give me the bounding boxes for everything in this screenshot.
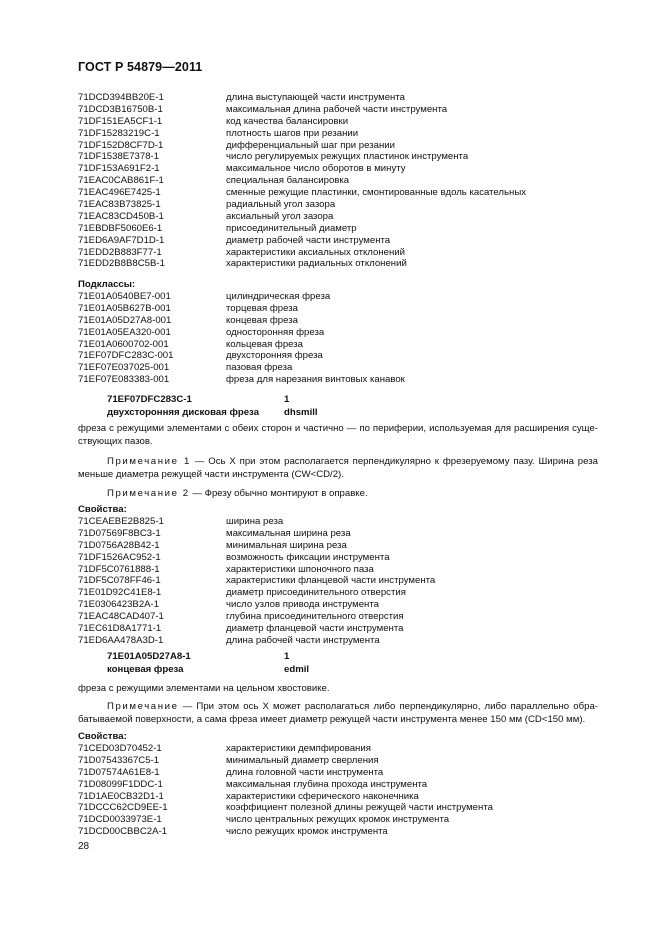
list-item	[78, 104, 598, 116]
list-item	[78, 247, 598, 259]
item-code: 71ED6A9AF7D1D-1	[78, 234, 165, 246]
list-item	[78, 327, 598, 339]
list-item	[78, 339, 598, 351]
item-code: 71EAC83B73825-1	[78, 199, 161, 211]
item-code: 71DCCC62CD9EE-1	[78, 802, 168, 814]
item-desc: число регулируемых режущих пластинок инструмента	[226, 151, 469, 163]
item-code: 71CED03D70452-1	[78, 743, 162, 754]
list-item	[78, 826, 598, 838]
document-title: ГОСТ Р 54879—2011	[78, 60, 203, 74]
list-item	[78, 128, 598, 140]
list-item	[78, 291, 598, 303]
item-desc: глубина присоединительного отверстия	[226, 611, 404, 623]
entry-definition: фреза с режущими элементами на цельном хвостовике.	[78, 683, 330, 694]
item-desc: длина рабочей части инструмента	[226, 634, 380, 646]
item-desc: фреза для нарезания винтовых канавок	[226, 374, 405, 386]
item-code: 71D1AE0CB32D1-1	[78, 790, 164, 802]
list-item	[78, 791, 598, 803]
item-code: 71E01D92C41E8-1	[78, 587, 162, 599]
item-code: 71E01A05B627B-001	[78, 302, 171, 314]
item-desc: кольцевая фреза	[226, 338, 304, 350]
list-item	[78, 802, 598, 814]
item-code: 71E0306423B2A-1	[78, 599, 160, 611]
note	[78, 701, 598, 726]
item-code: 71D0756A28B42-1	[78, 539, 160, 551]
item-code: 71DCD394BB20E-1	[78, 92, 164, 103]
item-code: 71E01A0540BE7-001	[78, 291, 171, 302]
item-desc: цилиндрическая фреза	[226, 291, 331, 302]
item-code: 71DF152D8CF7D-1	[78, 139, 164, 151]
item-desc: число центральных режущих кромок инструмента	[226, 814, 450, 826]
item-desc: дифференциальный шаг при резании	[226, 139, 396, 151]
item-desc: максимальная ширина реза	[226, 527, 351, 539]
item-code: 71EDD2B883F77-1	[78, 246, 162, 258]
item-desc: максимальное число оборотов в минуту	[226, 163, 406, 175]
note-2	[78, 488, 598, 501]
list-item	[78, 223, 598, 235]
item-code: 71D07574A61E8-1	[78, 766, 160, 778]
item-desc: ширина реза	[226, 516, 284, 527]
list-item	[78, 199, 598, 211]
list-item	[78, 211, 598, 223]
term-entry-1	[107, 394, 318, 419]
item-desc: односторонняя фреза	[226, 326, 325, 338]
note-text: — Фрезу обычно монтируют в оправке.	[189, 488, 368, 499]
list-item	[78, 258, 598, 270]
item-desc: характеристики шпоночного паза	[226, 563, 374, 575]
item-desc: торцевая фреза	[226, 302, 298, 314]
list-item	[78, 140, 598, 152]
item-desc: характеристики радиальных отклонений	[226, 258, 407, 270]
item-desc: минимальная ширина реза	[226, 539, 347, 551]
item-desc: характеристики сферического наконечника	[226, 790, 419, 802]
property-list-1	[78, 504, 598, 647]
entry-level: 1	[284, 651, 290, 662]
item-desc: характеристики аксиальных отклонений	[226, 246, 405, 258]
item-desc: диаметр присоединительного отверстия	[226, 587, 406, 599]
item-desc: минимальный диаметр сверления	[226, 754, 379, 766]
item-code: 71EF07DFC283C-001	[78, 350, 174, 362]
item-code: 71E01A0600702-001	[78, 338, 169, 350]
note-1	[78, 456, 598, 481]
note-label: Примечание 2	[107, 488, 190, 499]
item-code: 71E01A05D27A8-001	[78, 314, 172, 326]
list-item	[78, 516, 598, 528]
item-code: 71DF15283219C-1	[78, 127, 160, 139]
list-item	[78, 575, 598, 587]
item-code: 71DF5C0761888-1	[78, 563, 160, 575]
item-desc: коэффициент полезной длины режущей части инструмента	[226, 802, 493, 814]
item-code: 71CEAEBE2B825-1	[78, 516, 164, 527]
item-desc: диаметр фланцевой части инструмента	[226, 623, 404, 635]
list-item	[78, 814, 598, 826]
subclass-heading: Подклассы:	[78, 279, 136, 290]
list-item	[78, 151, 598, 163]
list-item	[78, 564, 598, 576]
list-item	[78, 755, 598, 767]
item-code: 71EAC83CD450B-1	[78, 210, 164, 222]
item-desc: двухсторонняя фреза	[226, 350, 323, 362]
entry-level: 1	[284, 394, 290, 405]
note-text: — Ось X при этом располагается перпендикулярно к фрезеруемому пазу. Ширина реза меньше диаметра режущей части инструмента (CW<CD/2).	[78, 456, 598, 480]
item-code: 71E01A05EA320-001	[78, 326, 171, 338]
list-item	[78, 552, 598, 564]
property-list-2	[78, 731, 598, 838]
entry-abbr: dhsmill	[284, 406, 318, 418]
note-label: Примечание	[107, 701, 179, 712]
item-code: 71DCD0033973E-1	[78, 814, 162, 826]
item-code: 71D07569F8BC3-1	[78, 527, 161, 539]
item-code: 71DF153A691F2-1	[78, 163, 160, 175]
properties-heading: Свойства:	[78, 504, 127, 515]
item-desc: максимальная длина рабочей части инструмента	[226, 103, 448, 115]
list-item	[78, 92, 598, 104]
list-item	[78, 235, 598, 247]
item-desc: пазовая фреза	[226, 362, 293, 374]
list-item	[78, 623, 598, 635]
property-list-top	[78, 92, 598, 270]
item-desc: возможность фиксации инструмента	[226, 551, 390, 563]
page-number: 28	[78, 841, 90, 852]
item-desc: число режущих кромок инструмента	[226, 826, 388, 838]
item-code: 71EC61D8A1771-1	[78, 623, 162, 635]
item-desc: длина выступающей части инструмента	[226, 92, 405, 103]
list-item	[78, 611, 598, 623]
item-desc: присоединительный диаметр	[226, 222, 357, 234]
item-code: 71EF07E037025-001	[78, 362, 170, 374]
item-desc: число узлов привода инструмента	[226, 599, 379, 611]
entry-abbr: edmil	[284, 663, 310, 675]
item-desc: длина головной части инструмента	[226, 766, 384, 778]
item-desc: характеристики фланцевой части инструмента	[226, 575, 436, 587]
list-item	[78, 163, 598, 175]
item-code: 71EF07E083383-001	[78, 374, 170, 386]
list-item	[78, 599, 598, 611]
item-desc: концевая фреза	[226, 314, 298, 326]
item-code: 71DF1526AC952-1	[78, 551, 161, 563]
entry-name: двухсторонняя дисковая фреза	[107, 406, 260, 418]
item-code: 71DCD00CBBC2A-1	[78, 826, 168, 838]
item-desc: радиальный угол зазора	[226, 199, 336, 211]
entry-code: 71E01A05D27A8-1	[107, 651, 191, 662]
list-item	[78, 767, 598, 779]
note-label: Примечание 1	[107, 456, 191, 467]
item-code: 71EAC48CAD407-1	[78, 611, 164, 623]
entry-definition: фреза с режущими элементами с обеих сторон и частично — по периферии, используемая для расширения суще-ствующих пазов.	[78, 423, 598, 447]
item-desc: диаметр рабочей части инструмента	[226, 234, 391, 246]
item-code: 71DF1538E7378-1	[78, 151, 160, 163]
list-item	[78, 635, 598, 647]
item-code: 71D08099F1DDC-1	[78, 778, 163, 790]
entry-code: 71EF07DFC283C-1	[107, 394, 192, 405]
term-entry-2	[107, 651, 309, 676]
list-item	[78, 374, 598, 386]
item-code: 71D07543367C5-1	[78, 754, 160, 766]
item-code: 71EDD2B8B8C5B-1	[78, 258, 165, 270]
list-item	[78, 540, 598, 552]
item-desc: плотность шагов при резании	[226, 127, 359, 139]
list-item	[78, 587, 598, 599]
item-desc: код качества балансировки	[226, 115, 349, 127]
item-desc: максимальная глубина прохода инструмента	[226, 778, 428, 790]
item-desc: сменные режущие пластинки, смонтированные вдоль касательных	[226, 187, 527, 199]
properties-heading: Свойства:	[78, 731, 127, 742]
item-code: 71DCD3B16750B-1	[78, 103, 163, 115]
note-text: — При этом ось X может располагаться либо перпендикулярно, либо параллельно обра-батываемой поверхности, а сама фреза имеет диаметр режущей части инструмента менее 150 мм (CD<150 мм).	[78, 701, 598, 725]
subclass-list	[78, 279, 598, 386]
item-desc: аксиальный угол зазора	[226, 210, 334, 222]
item-code: 71EBDBF5060E6-1	[78, 222, 163, 234]
list-item	[78, 362, 598, 374]
item-desc: характеристики демпфирования	[226, 743, 371, 754]
item-code: 71DF5C078FF46-1	[78, 575, 161, 587]
list-item	[78, 175, 598, 187]
list-item	[78, 743, 598, 755]
list-item	[78, 350, 598, 362]
list-item	[78, 315, 598, 327]
item-code: 71EAC496E7425-1	[78, 187, 161, 199]
list-item	[78, 116, 598, 128]
list-item	[78, 303, 598, 315]
entry-name: концевая фреза	[107, 663, 184, 675]
item-code: 71ED6AA478A3D-1	[78, 634, 164, 646]
item-code: 71EAC0CAB861F-1	[78, 175, 164, 187]
item-desc: специальная балансировка	[226, 175, 350, 187]
list-item	[78, 779, 598, 791]
list-item	[78, 187, 598, 199]
list-item	[78, 528, 598, 540]
item-code: 71DF151EA5CF1-1	[78, 115, 163, 127]
